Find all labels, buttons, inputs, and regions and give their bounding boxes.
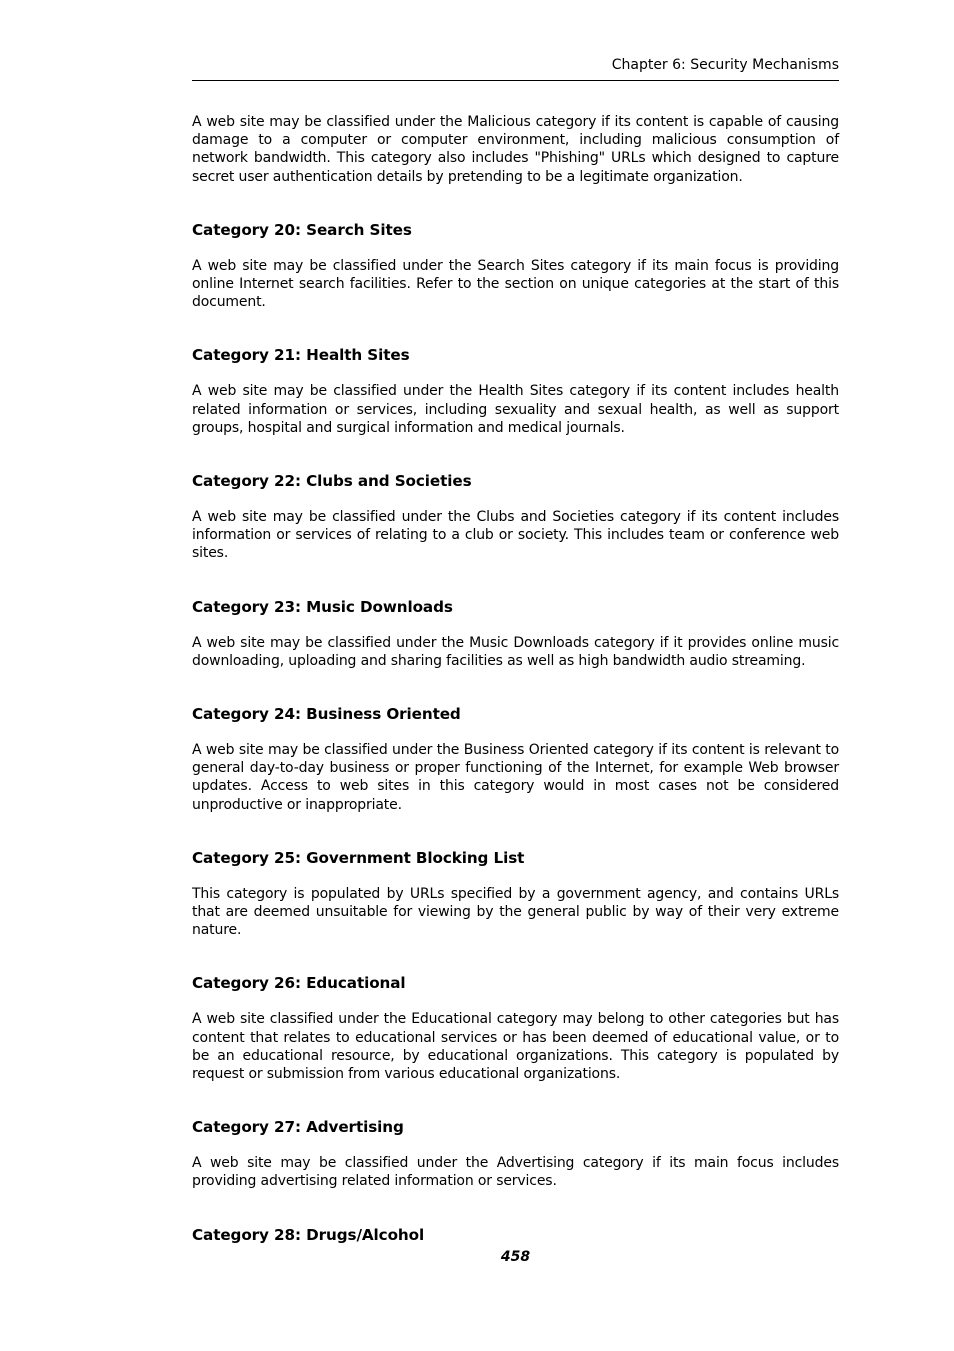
section-heading: Category 23: Music Downloads [192, 597, 453, 616]
section-category-23 [192, 597, 839, 670]
section-category-21 [192, 345, 839, 437]
section-paragraph: A web site may be classified under the Music Downloads category if it provides online music downloading, uploading and sharing facilities as well as high bandwidth audio streaming. [192, 634, 839, 669]
header-rule [192, 80, 839, 81]
section-category-24 [192, 704, 839, 814]
section-category-20 [192, 220, 839, 312]
section-heading: Category 20: Search Sites [192, 220, 412, 239]
section-category-22 [192, 471, 839, 563]
section-paragraph: A web site may be classified under the Clubs and Societies category if its content includes information or services of relating to a club or society. This includes team or conference web sites. [192, 509, 839, 562]
section-paragraph: A web site may be classified under the Advertising category if its main focus includes providing advertising related information or services. [192, 1155, 839, 1190]
running-header: Chapter 6: Security Mechanisms [611, 57, 839, 73]
section-heading: Category 27: Advertising [192, 1118, 404, 1137]
section-heading: Category 25: Government Blocking List [192, 848, 525, 867]
section-paragraph: A web site may be classified under the Health Sites category if its content includes health related information or services, including sexuality and sexual health, as well as support groups, hospital and surgical information and medical journals. [192, 383, 839, 436]
section-category-26 [192, 973, 839, 1083]
section-category-27 [192, 1117, 839, 1190]
section-paragraph: A web site may be classified under the Business Oriented category if its content is relevant to general day-to-day business or proper functioning of the Internet, for example Web browser updates. Access to web sites in this category would in most cases not be considered unproductive or inappropriate. [192, 742, 839, 813]
intro-paragraph: A web site may be classified under the Malicious category if its content is capable of causing damage to a computer or computer environment, including malicious consumption of network bandwidth. This category also includes "Phishing" URLs which designed to capture secret user authentication details by pretending to be a legitimate organization. [192, 114, 839, 185]
section-paragraph: A web site classified under the Educational category may belong to other categories but has content that relates to educational services or has been deemed of educational value, or to be an educational resource, by educational organizations. This category is populated by request or submission from various educational organizations. [192, 1011, 839, 1083]
page-content [192, 113, 839, 1262]
section-heading: Category 24: Business Oriented [192, 705, 461, 724]
section-heading: Category 22: Clubs and Societies [192, 472, 472, 491]
section-paragraph: This category is populated by URLs specified by a government agency, and contains URLs that are deemed unsuitable for viewing by the general public by way of their very extreme nature. [192, 885, 839, 939]
section-paragraph: A web site may be classified under the Search Sites category if its main focus is providing online Internet search facilities. Refer to the section on unique categories at the start of this document. [192, 257, 839, 311]
section-heading: Category 26: Educational [192, 974, 406, 993]
section-heading: Category 28: Drugs/Alcohol [192, 1225, 425, 1244]
section-category-25 [192, 848, 839, 940]
section-heading: Category 21: Health Sites [192, 346, 410, 365]
page-number: 458 [500, 1249, 531, 1265]
section-category-28 [192, 1225, 839, 1245]
